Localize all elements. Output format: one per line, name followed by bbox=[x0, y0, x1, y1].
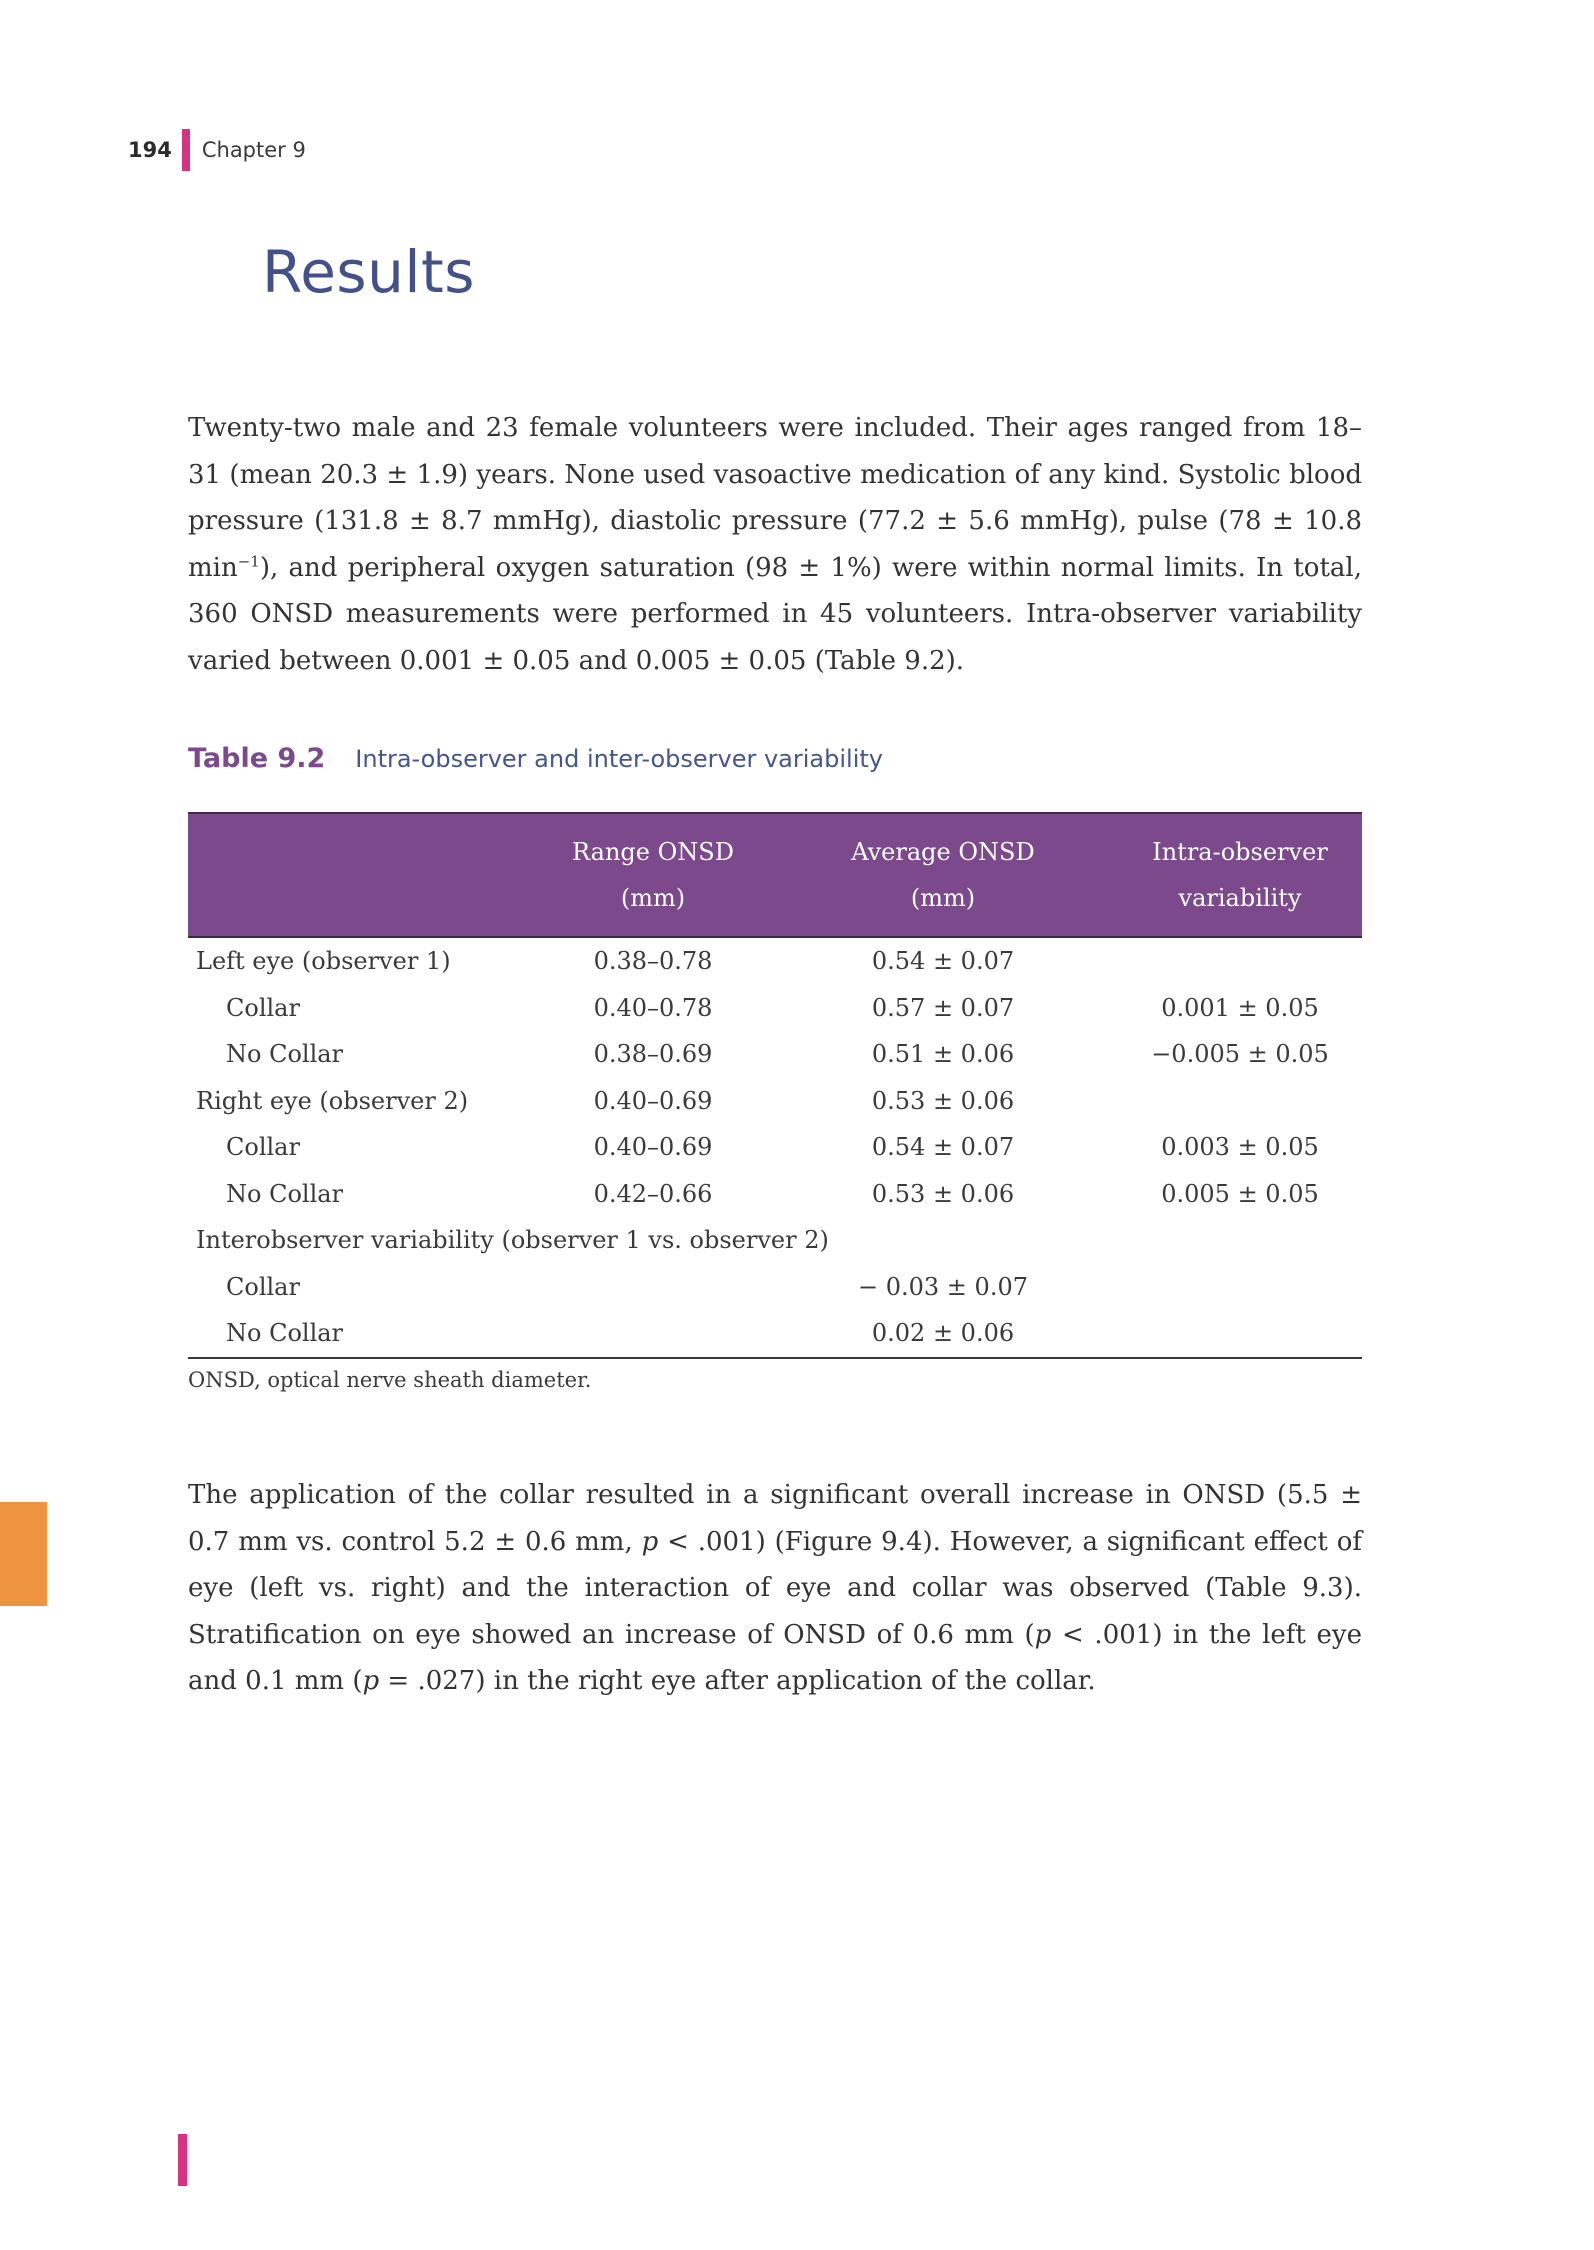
paragraph-2-text-c: < .001) in the left eye and 0.1 mm ( bbox=[188, 1619, 1362, 1696]
table-caption-title: Intra-observer and inter-observer variability bbox=[355, 745, 883, 773]
paragraph-2-text-d: = .027) in the right eye after application of the collar. bbox=[379, 1666, 1096, 1696]
table-row bbox=[188, 1264, 1362, 1311]
cell-range: 0.40–0.69 bbox=[593, 1086, 713, 1115]
cell-intra bbox=[1118, 1078, 1362, 1125]
p-value-symbol: p bbox=[362, 1666, 380, 1696]
paragraph-2-text-a: The application of the collar resulted in a significant overall increase in ONSD (5.5 ± 0.7 mm vs. control 5.2 ± 0.6 mm, bbox=[188, 1480, 1362, 1557]
header-average-line2: (mm) bbox=[910, 884, 976, 912]
page-number: 194 bbox=[128, 138, 172, 162]
cell-range: 0.40–0.69 bbox=[593, 1133, 713, 1162]
table-row bbox=[188, 1171, 1362, 1218]
table-row bbox=[188, 1124, 1362, 1171]
cell-range: 0.42–0.66 bbox=[593, 1179, 713, 1208]
row-label: No Collar bbox=[188, 1310, 538, 1358]
p-value-symbol: p bbox=[1034, 1619, 1052, 1650]
cell-average: − 0.03 ± 0.07 bbox=[858, 1272, 1028, 1301]
cell-average: 0.02 ± 0.06 bbox=[768, 1310, 1118, 1358]
cell-average: 0.54 ± 0.07 bbox=[871, 947, 1015, 976]
row-label: No Collar bbox=[226, 1179, 344, 1208]
results-paragraph-2 bbox=[188, 1472, 1362, 1705]
row-label-interobserver: Interobserver variability (observer 1 vs. observer 2) bbox=[196, 1226, 829, 1255]
cell-intra bbox=[1118, 1310, 1362, 1358]
cell-range: 0.40–0.78 bbox=[593, 993, 713, 1022]
header-empty-cell bbox=[188, 813, 538, 937]
header-accent-bar bbox=[182, 129, 190, 171]
header-average-onsd bbox=[768, 813, 1118, 937]
section-title: Results bbox=[262, 238, 475, 306]
header-average-line1: Average ONSD bbox=[851, 838, 1035, 866]
paragraph-2-text-b: < .001) (Figure 9.4). However, a significant effect of eye (left vs. right) and the interaction of eye and collar was observed (Table 9.3). Stratification on eye showed an increase of ONSD of 0.6 mm ( bbox=[188, 1526, 1362, 1650]
cell-intra bbox=[1118, 1264, 1362, 1311]
cell-range bbox=[538, 1264, 768, 1311]
cell-intra bbox=[1118, 937, 1362, 985]
table-row bbox=[188, 1310, 1362, 1358]
row-label: Collar bbox=[226, 1272, 300, 1301]
chapter-label: Chapter 9 bbox=[201, 138, 306, 162]
cell-intra: 0.005 ± 0.05 bbox=[1161, 1179, 1319, 1208]
p-value-symbol: p bbox=[641, 1526, 659, 1557]
cell-average: 0.57 ± 0.07 bbox=[871, 993, 1015, 1022]
cell-range bbox=[538, 1310, 768, 1358]
table-row bbox=[188, 1217, 1362, 1264]
table-header-row bbox=[188, 813, 1362, 937]
paragraph-1-text-b: ), and peripheral oxygen saturation (98 ± 1%) were within normal limits. In total, 360 ONSD measurements were performed in 45 volunteers. Intra-observer variability varied between 0.001 ± 0.05 and 0.005 ± 0.05 (Table 9.2). bbox=[188, 552, 1362, 676]
row-label: Collar bbox=[226, 993, 300, 1022]
header-intra-observer bbox=[1118, 813, 1362, 937]
header-range-line1: Range ONSD bbox=[572, 838, 734, 866]
table-caption bbox=[188, 743, 883, 774]
results-paragraph-1 bbox=[188, 405, 1362, 684]
chapter-thumb-tab bbox=[0, 1502, 47, 1606]
row-label: Left eye (observer 1) bbox=[196, 947, 451, 976]
cell-average: 0.53 ± 0.06 bbox=[871, 1179, 1015, 1208]
table-row bbox=[188, 985, 1362, 1032]
row-label: No Collar bbox=[226, 1040, 344, 1069]
cell-range: 0.38–0.69 bbox=[593, 1040, 713, 1069]
cell-average: 0.51 ± 0.06 bbox=[871, 1040, 1015, 1069]
header-range-onsd bbox=[538, 813, 768, 937]
cell-range: 0.38–0.78 bbox=[593, 947, 713, 976]
paragraph-1-text-a: Twenty-two male and 23 female volunteers were included. Their ages ranged from 18–31 (mean 20.3 ± 1.9) years. None used vasoactive medication of any kind. Systolic blood pressure (131.8 ± 8.7 mmHg), diastolic pressure (77.2 ± 5.6 mmHg), pulse (78 ± 10.8 min bbox=[188, 413, 1362, 583]
header-intra-line2: variability bbox=[1178, 884, 1302, 912]
row-label: Collar bbox=[226, 1133, 300, 1162]
footer-accent-bar bbox=[178, 2134, 187, 2186]
cell-average: 0.53 ± 0.06 bbox=[871, 1086, 1015, 1115]
table-row bbox=[188, 937, 1362, 985]
cell-average: 0.54 ± 0.07 bbox=[871, 1133, 1015, 1162]
table-footnote: ONSD, optical nerve sheath diameter. bbox=[188, 1368, 592, 1392]
table-row bbox=[188, 1031, 1362, 1078]
cell-intra: −0.005 ± 0.05 bbox=[1151, 1040, 1329, 1069]
table-caption-label: Table 9.2 bbox=[188, 743, 326, 774]
superscript-minus-one: −1 bbox=[237, 551, 260, 570]
cell-intra: 0.001 ± 0.05 bbox=[1161, 993, 1319, 1022]
header-range-line2: (mm) bbox=[620, 884, 686, 912]
variability-table bbox=[188, 812, 1362, 1359]
header-intra-line1: Intra-observer bbox=[1152, 838, 1328, 866]
table-row bbox=[188, 1078, 1362, 1125]
page-header bbox=[128, 130, 306, 170]
row-label: Right eye (observer 2) bbox=[196, 1086, 469, 1115]
cell-intra: 0.003 ± 0.05 bbox=[1161, 1133, 1319, 1162]
